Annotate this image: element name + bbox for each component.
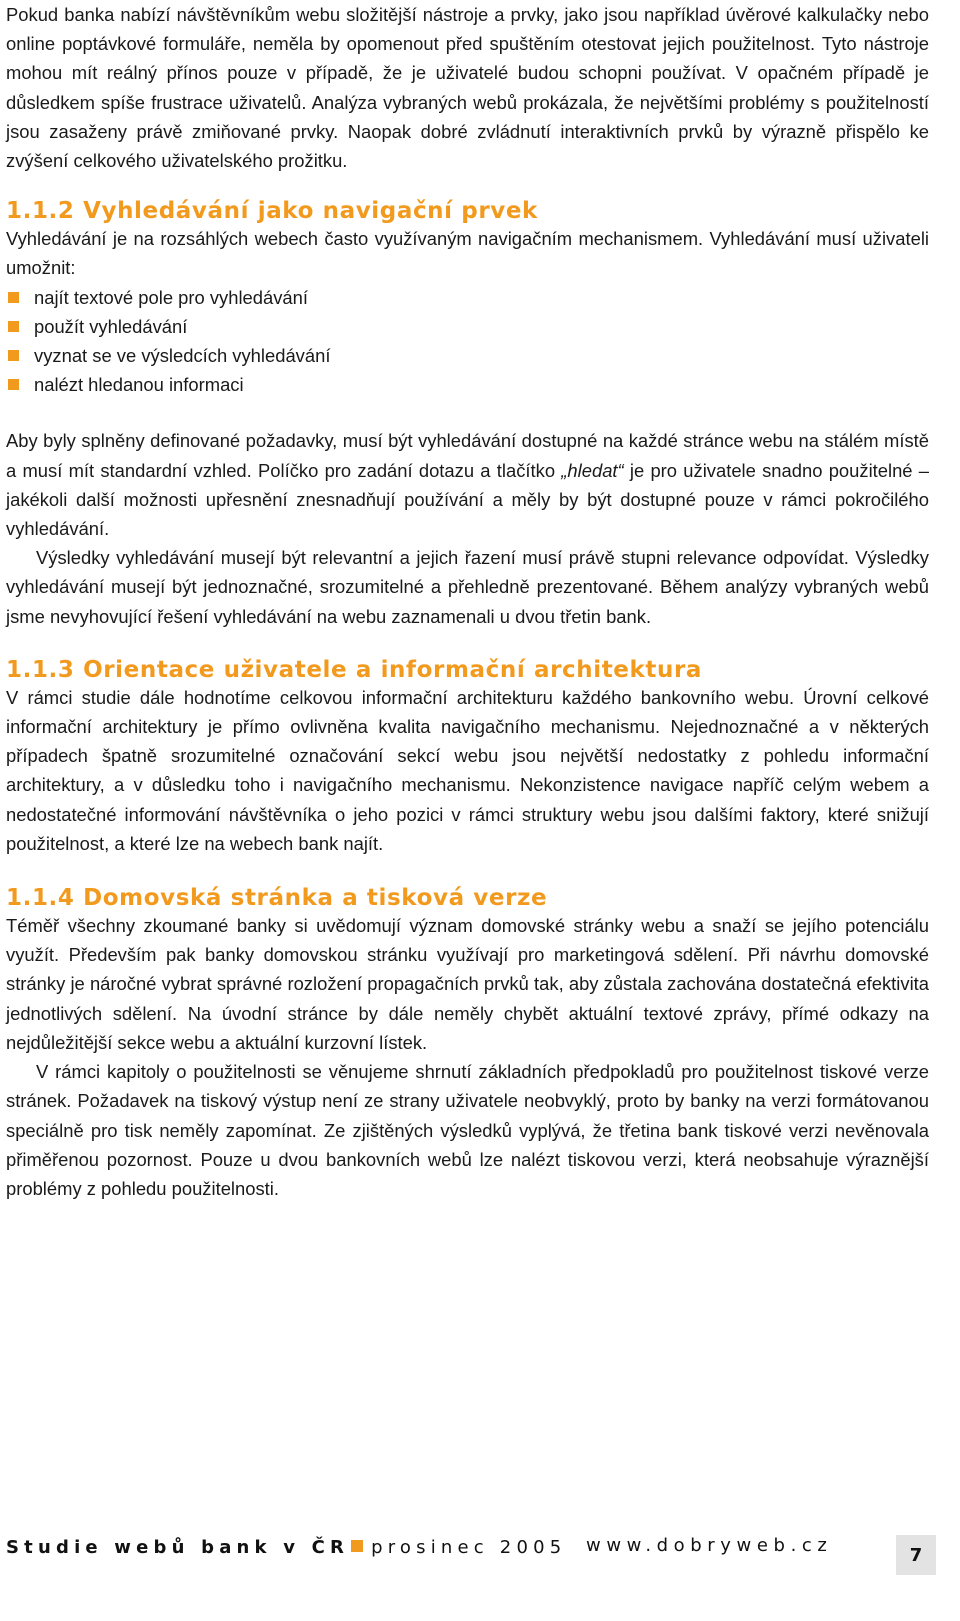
footer-date: prosinec 2005: [371, 1537, 567, 1558]
orange-square-bullet-icon: [8, 321, 19, 332]
list-item: vyznat se ve výsledcích vyhledávání: [6, 341, 929, 370]
footer-publication-title: Studie webů bank v ČR: [6, 1537, 350, 1558]
orange-square-bullet-icon: [8, 350, 19, 361]
footer-url-link[interactable]: www.dobryweb.cz: [586, 1535, 833, 1556]
document-page: [6, 0, 929, 1203]
search-results-paragraph: Výsledky vyhledávání musejí být relevantní a jejich řazení musí právě stupni relevance odpovídat. Výsledky vyhledávání musejí být jednoznačné, srozumitelné a přehledně prezentované. Během analýzy vybraných webů jsme nevyhovující řešení vyhledávání na webu zaznamenali u dvou třetin bank.: [6, 547, 929, 627]
search-button-term: „hledat“: [561, 459, 624, 481]
page-footer: [6, 1535, 946, 1575]
list-item: nalézt hledanou informaci: [6, 370, 929, 399]
search-lead-paragraph: Vyhledávání je na rozsáhlých webech často využívaným navigačním mechanismem. Vyhledávání musí uživateli umožnit:: [6, 228, 929, 279]
architecture-paragraph: V rámci studie dále hodnotíme celkovou informační architekturu každého bankovního webu. Úrovní celkové informační architektury je přímo ovlivněna kvalita navigačního mechanismu. Nejednoznačné a v některých případech špatně srozumitelné označování sekcí webu jsou největší nedostatky z pohledu informační architektury, a v důsledku toho i navigačního mechanismu. Nekonzistence navigace napříč celým webem a nedostatečné informování návštěvníka o jeho pozici v rámci struktury webu jsou dalšími faktory, které snižují použitelnost, a které lze na webech bank najít.: [6, 686, 929, 854]
orange-square-bullet-icon: [8, 292, 19, 303]
print-version-paragraph: V rámci kapitoly o použitelnosti se věnujeme shrnutí základních předpokladů pro použitelnost tiskové verze stránek. Požadavek na tiskový výstup není ze strany uživatele neobvyklý, proto by banky na verzi formátovanou speciálně pro tisk neměly zapomínat. Ze zjištěných výsledků vyplývá, že třetina bank tiskové verzi nevěnovala přiměřenou pozornost. Pouze u dvou bankovních webů lze nalézt tiskovou verzi, která neobsahuje výraznější problémy z pohledu použitelnosti.: [6, 1061, 929, 1199]
page-number: 7: [896, 1535, 936, 1575]
orange-square-bullet-icon: [8, 379, 19, 390]
list-item: najít textové pole pro vyhledávání: [6, 283, 929, 312]
section-heading-architecture: 1.1.3 Orientace uživatele a informační architektura: [6, 656, 703, 683]
orange-square-separator-icon: [351, 1540, 363, 1552]
list-item: použít vyhledávání: [6, 312, 929, 341]
intro-paragraph: Pokud banka nabízí návštěvníkům webu složitější nástroje a prvky, jako jsou například úvěrové kalkulačky nebo online poptávkové formuláře, neměla by opomenout před spuštěním otestovat jejich použitelnost. Tyto nástroje mohou mít reálný přínos pouze v případě, že je uživatelé budou schopni používat. V opačném případě je důsledkem spíše frustrace uživatelů. Analýza vybraných webů prokázala, že největšími problémy s použitelností jsou zasaženy právě zmiňované prvky. Naopak dobré zvládnutí interaktivních prvků by výrazně přispělo ke zvýšení celkového uživatelského prožitku.: [6, 4, 929, 172]
search-requirements-list: [6, 283, 929, 400]
search-requirements-paragraph: Aby byly splněny definované požadavky, musí být vyhledávání dostupné na každé stránce webu na stálém místě a musí mít standardní vzhled. Políčko pro zadání dotazu a tlačítko „hledat“ je pro uživatele snadno použitelné – jakékoli další možnosti upřesnění znesnadňují používání a měly by být dostupné pouze v rámci pokročilého vyhledávání.: [6, 430, 930, 540]
footer-publication: [6, 1537, 566, 1558]
section-heading-homepage: 1.1.4 Domovská stránka a tisková verze: [6, 885, 548, 912]
section-heading-search: 1.1.2 Vyhledávání jako navigační prvek: [6, 198, 538, 225]
homepage-paragraph: Téměř všechny zkoumané banky si uvědomují význam domovské stránky webu a snaží se jejího potenciálu využít. Především pak banky domovskou stránku využívají pro marketingová sdělení. Při návrhu domovské stránky je náročné vybrat správné rozložení propagačních prvků tak, aby zůstala zachována dostatečná efektivita jednotlivých sdělení. Na úvodní stránce by dále neměly chybět aktuální textové zprávy, přímé odkazy na nejdůležitější sekce webu a aktuální kurzovní lístek.: [6, 915, 929, 1053]
